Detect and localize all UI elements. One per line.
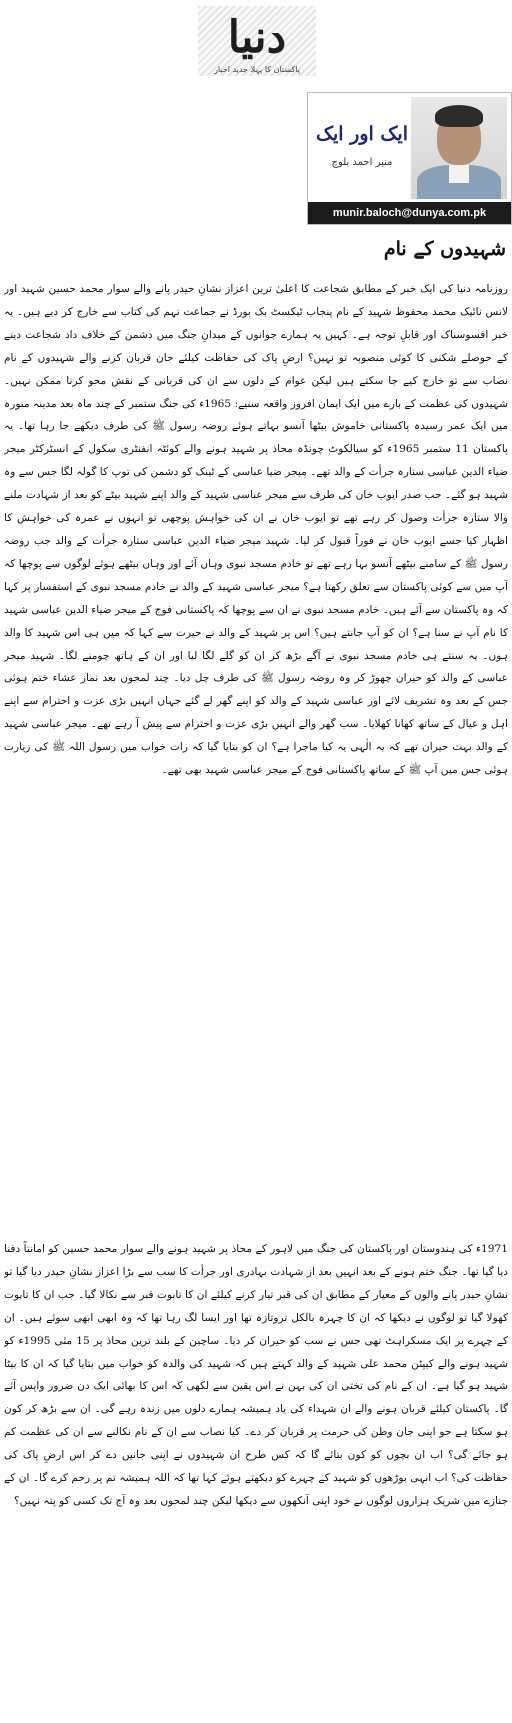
logo-tagline: پاکستان کا پہلا جدید اخبار xyxy=(214,65,300,74)
article-paragraph-1: روزنامہ دنیا کی ایک خبر کے مطابق شجاعت کا اعلیٰ ترین اعزاز نشانِ حیدر پانے والے سوار محمد حسین شہید اور لانس نائیک محمد محفوظ شہید کے نام پنجاب ٹیکسٹ بک بورڈ نے جماعت نہم کی کتاب سے خارج کر دیے ہیں۔ یہ خبر افسوسناک اور قابلِ توجہ ہے۔ کہیں یہ ہمارے جوانوں کے میدانِ جنگ میں دشمن کے خلاف داد شجاعت دینے کے حوصلے شکنی کا کوئی منصوبہ تو نہیں؟ ارضِ پاک کی حفاظت کیلئے جان قربان کرنے والے شہیدوں کے نام نصاب سے تو خارج کیے جا سکتے ہیں لیکن عوام کے دلوں سے ان کی قربانی کے نقش محو کرنا ممکن نہیں۔ شہیدوں کی عظمت کے بارے میں ایک ایمان افروز واقعہ سنیے: 1965ء کی جنگ ستمبر کے چند ماہ بعد مدینہ منورہ میں ایک عمر رسیدہ پاکستانی خاموش بیٹھا آنسو بہاتے ہوئے روضہ رسول ﷺ کی طرف دیکھے جا رہا تھا۔ یہ پاکستان 11 ستمبر 1965ء کو سیالکوٹ چونڈہ محاذ پر شہید ہونے والے کوئٹہ انفنٹری سکول کے انسٹرکٹر میجر ضیاء الدین عباسی ستارہ جرأت کے والد تھے۔ میجر ضیا عباسی کے ٹینک کو دشمن کی توپ کا گولہ لگا جس سے وہ شہید ہو گئے۔ جب صدر ایوب خان کی طرف سے میجر عباسی شہید کے والد اپنے شہید بیٹے کو بعد از شہادت ملنے والا ستارہ جرأت وصول کر رہے تھے تو ایوب خان نے ان کی خواہش پوچھی تو انہوں نے عمرہ کی خواہش کا اظہار کیا جسے ایوب خان نے فوراً قبول کر لیا۔ شہید میجر ضیاء الدین عباسی ستارہ جرأت کے والد جب روضہ رسول ﷺ کے سامنے بیٹھے آنسو بہا رہے تھے تو خادم مسجد نبوی وہاں آئے اور وہاں بیٹھے ہوئے لوگوں سے پوچھا کہ آپ میں سے کوئی پاکستان سے تعلق رکھتا ہے؟ میجر عباسی شہید کے والد نے خادم مسجد نبوی کے استفسار پر کہا کہ وہ پاکستان سے آئے ہیں۔ خادم مسجد نبوی نے ان سے پوچھا کہ پاکستانی فوج کے میجر ضیاء الدین عباسی شہید کا نام آپ نے سنا ہے؟ ان کو آپ جانتے ہیں؟ اس پر شہید کے والد نے حیرت سے کہا کہ میں ہی اس شہید کا والد ہوں۔ یہ سنتے ہی خادم مسجد نبوی نے آگے بڑھ کر ان کو گلے لگا لیا اور ان کے ہاتھ چومنے لگا۔ شہید میجر عباسی کے والد کو حیران چھوڑ کر وہ روضہ رسول ﷺ کی طرف چل دیا۔ چند لمحوں بعد نماز عشاء ختم ہوئی جس کے بعد وہ تشریف لائے اور عباسی شہید کے والد کو اپنے گھر لے گئے جہاں انہیں بڑی عزت و احترام سے اپنے اہل و عیال کے ساتھ کھانا کھلایا۔ سب گھر والے انہیں بڑی عزت و احترام سے پیش آ رہے تھے۔ میجر عباسی شہید کے والد بہت حیران تھے کہ یہ الٰہی یہ کیا ماجرا ہے؟ ان کو بتایا گیا کہ رات خواب میں رسول اللہ ﷺ کی زیارت ہوئی جس میں آپ ﷺ کے ساتھ پاکستانی فوج کے میجر عباسی شہید بھی تھے۔ xyxy=(4,283,508,777)
masthead xyxy=(0,0,512,82)
columnist-card xyxy=(307,92,512,225)
article xyxy=(0,238,512,1718)
logo-text: دنیا xyxy=(227,12,287,63)
author-photo xyxy=(411,97,507,199)
article-paragraph-2: 1971ء کی ہندوستان اور پاکستان کی جنگ میں لاہور کے محاذ پر شہید ہونے والے سوار محمد حسین کو امانتاً دفنا دیا گیا تھا۔ جنگ ختم ہونے کے بعد انہیں بعد از شہادت بہادری اور جرأت کا سب سے بڑا اعزاز نشانِ حیدر دیا گیا تو نشانِ حیدر پانے والوں کے معیار کے مطابق ان کی قبر تیار کرنے کیلئے ان کا تابوت قبر سے نکالا گیا۔ جب ان کا تابوت کھولا گیا تو لوگوں نے دیکھا کہ ان کا چہرہ بالکل تروتازہ تھا اور ایسا لگ رہا تھا کہ وہ ابھی ابھی سوئے ہیں۔ ان کے چہرے پر ایک مسکراہٹ تھی جس نے سب کو حیران کر دیا۔ ساچین کے بلند ترین محاذ پر 15 مئی 1995ء کو شہید ہونے والے کیپٹن محمد علی شہید کے والد کہتے ہیں کہ شہید کی والدہ کو خواب میں بتایا گیا کہ ان کا بیٹا شہید ہو گیا ہے۔ ان کے نام کی تختی ان کی بہن نے اس یقین سے لکھی کہ اس کا بھائی ایک دن ضرور واپس آئے گا۔ پاکستان کیلئے قربان ہونے والے ان شہداء کی یاد ہمیشہ ہمارے دلوں میں زندہ رہے گی۔ ان سے بڑھ کر کون ہو سکتا ہے جو اپنی جان وطن کی حرمت پر قربان کر دے۔ کیا نصاب سے ان کے نام نکالنے سے ان کی عظمت کم ہو جائے گی؟ اب ان بچوں کو کون بتائے گا کہ کس طرح ان شہیدوں نے اپنی جانیں دے کر اس ارضِ پاک کی حفاظت کی؟ اب انہی بوڑھوں کو شہید کے چہرے کو دیکھتے ہوئے کہا تھا کہ اللہ ہمیشہ تم پر رحم کرے گا۔ ان کے جنازے میں شریک ہزاروں لوگوں نے خود اپنی آنکھوں سے دیکھا لیکن چند لمحوں بعد وہ آج تک کسی کو پتہ نہیں؟ xyxy=(4,1243,508,1507)
photo-collar xyxy=(449,165,469,183)
article-headline: شہیدوں کے نام xyxy=(383,238,506,260)
photo-hair xyxy=(435,105,483,127)
column-title: ایک اور ایک xyxy=(315,123,408,145)
dunya-logo[interactable] xyxy=(198,6,316,76)
author-email[interactable]: munir.baloch@dunya.com.pk xyxy=(308,202,511,224)
author-name: منیر احمد بلوچ xyxy=(331,157,393,168)
